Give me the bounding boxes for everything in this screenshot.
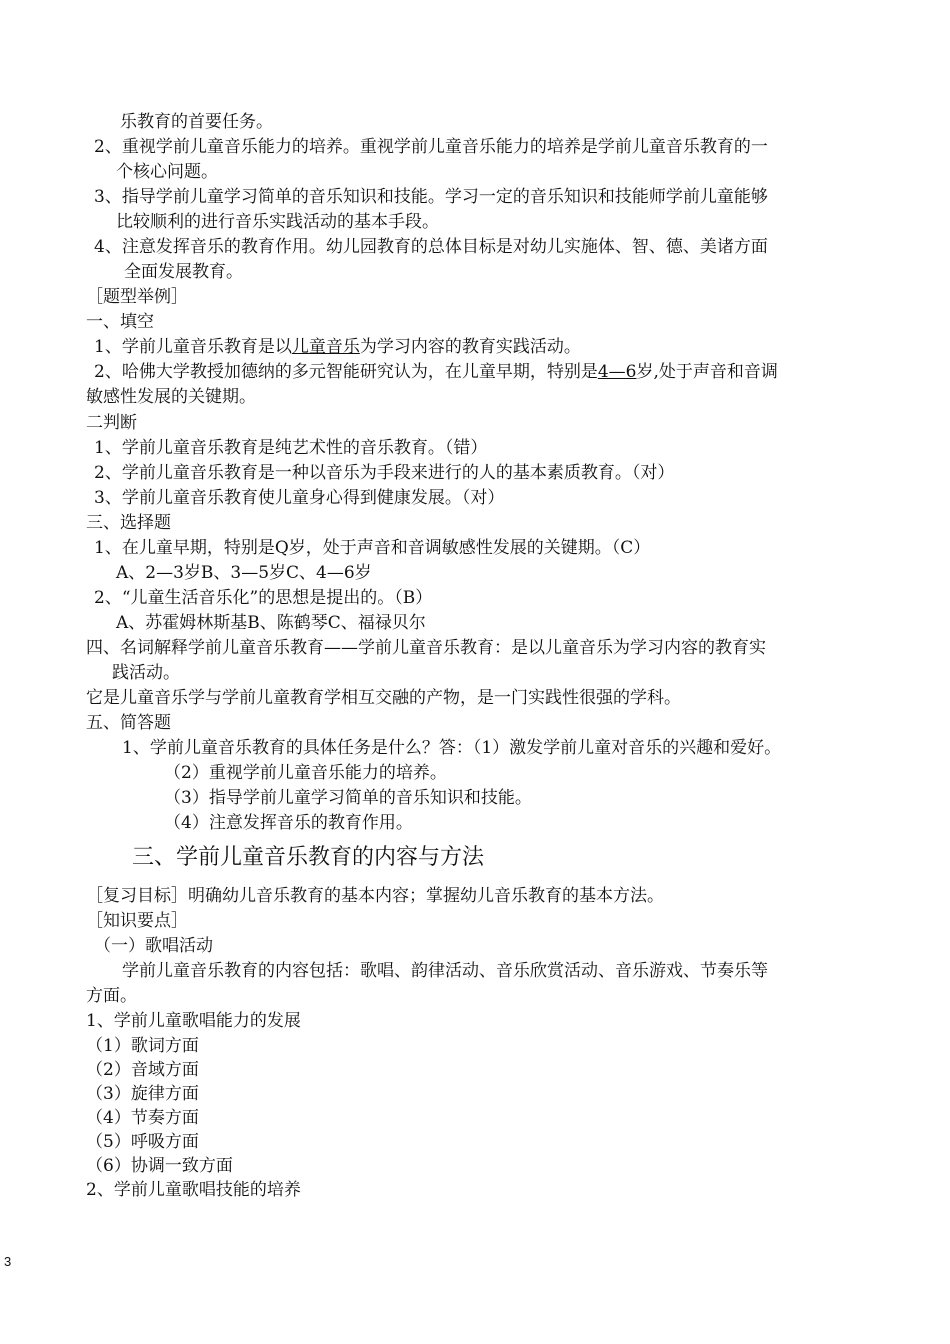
text-line: （2）重视学前儿童音乐能力的培养。	[164, 763, 447, 783]
question-text: 2、哈佛大学教授加德纳的多元智能研究认为，在儿童早期，特别是	[94, 362, 598, 382]
question-text: 为学习内容的教育实践活动。	[359, 337, 581, 357]
question-text: 岁,处于声音和音调	[636, 362, 778, 382]
answer-underlined: 4—6	[597, 362, 637, 382]
text-line: （3）指导学前儿童学习简单的音乐知识和技能。	[164, 788, 532, 808]
question-text: 1、学前儿童音乐教育是以	[94, 337, 292, 357]
section-heading: 五、简答题	[86, 713, 171, 733]
subsection-heading: （一）歌唱活动	[94, 936, 213, 956]
text-line: 个核心问题。	[116, 162, 218, 182]
text-line: 它是儿童音乐学与学前儿童教育学相互交融的产物，是一门实践性很强的学科。	[86, 688, 681, 708]
text-line: 全面发展教育。	[124, 262, 243, 282]
text-line: 学前儿童音乐教育的内容包括：歌唱、韵律活动、音乐欣赏活动、音乐游戏、节奏乐等	[122, 961, 768, 981]
list-item: （4）节奏方面	[86, 1108, 199, 1128]
text-line: 2、“儿童生活音乐化”的思想是提出的。（B）	[94, 588, 433, 608]
text-line: 3、学前儿童音乐教育使儿童身心得到健康发展。（对）	[94, 488, 505, 508]
text-line: 1、学前儿童歌唱能力的发展	[86, 1011, 301, 1031]
section-heading: 二判断	[86, 413, 137, 433]
section-label: ［知识要点］	[86, 911, 188, 931]
options-line: A、苏霍姆林斯基B、陈鹤琴C、福禄贝尔	[116, 613, 426, 633]
list-item: （2）音域方面	[86, 1060, 199, 1080]
text-line: 践活动。	[112, 663, 180, 683]
section-heading: 三、选择题	[86, 513, 171, 533]
section-heading: 一、填空	[86, 312, 154, 332]
list-item: （6）协调一致方面	[86, 1156, 233, 1176]
section-label: ［题型举例］	[86, 287, 188, 307]
text-line: 四、名词解释学前儿童音乐教育——学前儿童音乐教育：是以儿童音乐为学习内容的教育实	[86, 638, 766, 658]
text-line: 4、注意发挥音乐的教育作用。幼儿园教育的总体目标是对幼儿实施体、智、德、美诸方面	[94, 237, 768, 257]
text-line: 敏感性发展的关键期。	[86, 387, 256, 407]
text-line: 2、学前儿童音乐教育是一种以音乐为手段来进行的人的基本素质教育。（对）	[94, 463, 675, 483]
list-item: （3）旋律方面	[86, 1084, 199, 1104]
answer-underlined: 儿童音乐	[291, 337, 360, 357]
text-line: 3、指导学前儿童学习简单的音乐知识和技能。学习一定的音乐知识和技能师学前儿童能够	[94, 187, 768, 207]
text-line: （4）注意发挥音乐的教育作用。	[164, 813, 413, 833]
text-line: 2、学前儿童歌唱技能的培养	[86, 1180, 301, 1200]
page-number: 3	[4, 1254, 12, 1269]
text-line: 2、重视学前儿童音乐能力的培养。重视学前儿童音乐能力的培养是学前儿童音乐教育的一	[94, 137, 768, 157]
text-line: 方面。	[86, 986, 137, 1006]
text-line: ［复习目标］明确幼儿音乐教育的基本内容；掌握幼儿音乐教育的基本方法。	[86, 886, 664, 906]
text-line: 1、在儿童早期，特别是Q岁，处于声音和音调敏感性发展的关键期。（C）	[94, 538, 651, 558]
text-line: 乐教育的首要任务。	[120, 112, 273, 132]
fill-blank-question-2	[94, 360, 778, 384]
text-line: 1、学前儿童音乐教育的具体任务是什么？答：（1）激发学前儿童对音乐的兴趣和爱好。	[122, 738, 782, 758]
chapter-heading: 三、学前儿童音乐教育的内容与方法	[132, 845, 485, 870]
list-item: （1）歌词方面	[86, 1036, 199, 1056]
text-line: 1、学前儿童音乐教育是纯艺术性的音乐教育。（错）	[94, 438, 488, 458]
text-line: 比较顺利的进行音乐实践活动的基本手段。	[116, 212, 439, 232]
options-line: A、2—3岁B、3—5岁C、4—6岁	[116, 563, 372, 583]
fill-blank-question-1	[94, 335, 581, 359]
list-item: （5）呼吸方面	[86, 1132, 199, 1152]
